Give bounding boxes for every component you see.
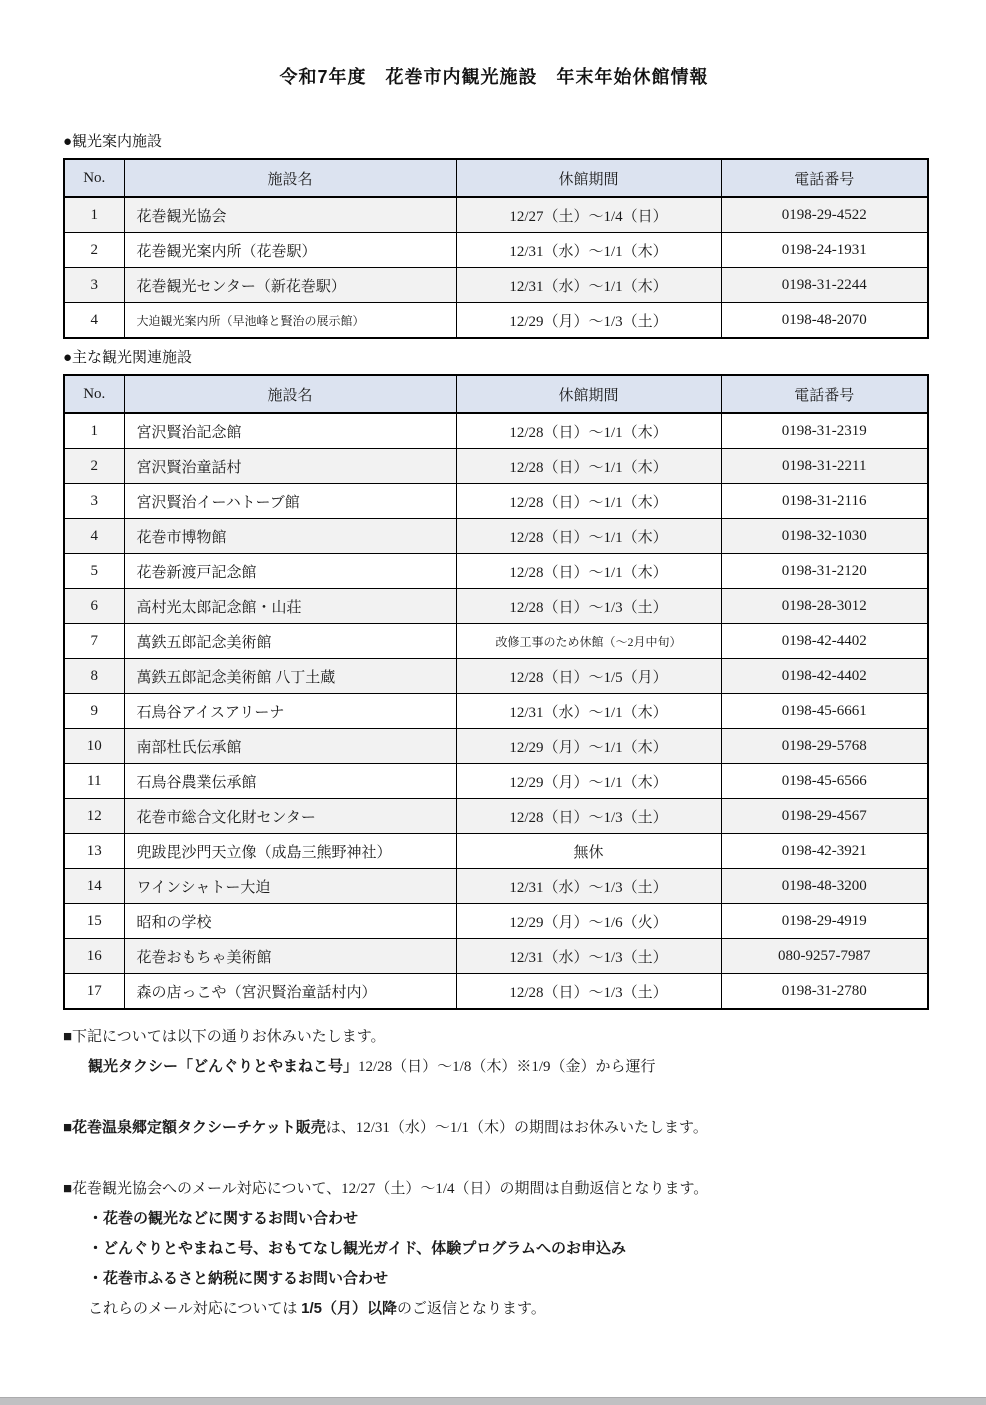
cell-no: 12: [64, 799, 124, 834]
cell-phone: 0198-31-2319: [721, 413, 928, 449]
cell-phone: 0198-48-2070: [721, 303, 928, 339]
cell-no: 16: [64, 939, 124, 974]
cell-facility-name: 花巻新渡戸記念館: [124, 554, 456, 589]
table-row: [64, 729, 928, 764]
cell-phone: 0198-42-4402: [721, 659, 928, 694]
cell-closure-period: 12/28（日）～1/1（木）: [456, 484, 721, 519]
cell-facility-name: 石鳥谷アイスアリーナ: [124, 694, 456, 729]
cell-no: 11: [64, 764, 124, 799]
cell-phone: 0198-42-3921: [721, 834, 928, 869]
cell-closure-period: 12/27（土）～1/4（日）: [456, 197, 721, 233]
cell-facility-name: 花巻市総合文化財センター: [124, 799, 456, 834]
note-mail-reply-pre: これらのメール対応については: [88, 1301, 302, 1317]
note-mail-reply-line: [63, 1294, 925, 1324]
table-row: [64, 554, 928, 589]
note-taxi-name: 観光タクシー「どんぐりとやまねこ号」: [88, 1058, 359, 1075]
cell-facility-name: 大迫観光案内所（早池峰と賢治の展示館）: [124, 303, 456, 339]
cell-closure-period: 12/29（月）～1/1（木）: [456, 729, 721, 764]
cell-facility-name: 花巻観光案内所（花巻駅）: [124, 233, 456, 268]
cell-no: 10: [64, 729, 124, 764]
table-row: [64, 764, 928, 799]
cell-facility-name: 萬鉄五郎記念美術館 八丁土蔵: [124, 659, 456, 694]
cell-no: 7: [64, 624, 124, 659]
cell-no: 2: [64, 233, 124, 268]
cell-closure-period: 12/29（月）～1/6（火）: [456, 904, 721, 939]
cell-phone: 0198-31-2116: [721, 484, 928, 519]
cell-no: 13: [64, 834, 124, 869]
cell-no: 5: [64, 554, 124, 589]
cell-phone: 0198-29-4567: [721, 799, 928, 834]
table-row: [64, 519, 928, 554]
cell-facility-name: 花巻おもちゃ美術館: [124, 939, 456, 974]
table-row: [64, 694, 928, 729]
cell-facility-name: 宮沢賢治イーハトーブ館: [124, 484, 456, 519]
column-header-phone: 電話番号: [721, 159, 928, 197]
note-mail-head: ■花巻観光協会へのメール対応について、12/27（土）～1/4（日）の期間は自動返信となります。: [63, 1181, 709, 1197]
table-row: [64, 799, 928, 834]
column-header-period: 休館期間: [456, 159, 721, 197]
cell-phone: 0198-48-3200: [721, 869, 928, 904]
cell-closure-period: 12/29（月）～1/1（木）: [456, 764, 721, 799]
cell-closure-period: 12/29（月）～1/3（土）: [456, 303, 721, 339]
cell-phone: 0198-31-2244: [721, 268, 928, 303]
note-taxi-ticket-name: ■花巻温泉郷定額タクシーチケット販売: [63, 1119, 326, 1136]
note-taxi-ticket-period: は、12/31（水）～1/1（木）の期間はお休みいたします。: [325, 1120, 708, 1136]
table-row: [64, 303, 928, 339]
note-mail-item-3: ・花巻市ふるさと納税に関するお問い合わせ: [88, 1270, 389, 1287]
cell-no: 15: [64, 904, 124, 939]
cell-closure-period: 12/28（日）～1/3（土）: [456, 799, 721, 834]
cell-no: 1: [64, 197, 124, 233]
cell-phone: 0198-31-2211: [721, 449, 928, 484]
cell-phone: 0198-29-4522: [721, 197, 928, 233]
column-header-facility: 施設名: [124, 159, 456, 197]
cell-no: 3: [64, 484, 124, 519]
cell-no: 1: [64, 413, 124, 449]
cell-no: 2: [64, 449, 124, 484]
table-row: [64, 484, 928, 519]
cell-no: 6: [64, 589, 124, 624]
table-row: [64, 974, 928, 1010]
cell-phone: 0198-24-1931: [721, 233, 928, 268]
cell-phone: 0198-31-2780: [721, 974, 928, 1010]
note-mail-item-1: ・花巻の観光などに関するお問い合わせ: [88, 1210, 359, 1227]
related-facilities-table: [63, 374, 929, 1010]
table-header-row: [64, 159, 928, 197]
table-row: [64, 413, 928, 449]
table-row: [64, 449, 928, 484]
table-row: [64, 589, 928, 624]
cell-facility-name: 花巻観光協会: [124, 197, 456, 233]
cell-no: 9: [64, 694, 124, 729]
cell-facility-name: 石鳥谷農業伝承館: [124, 764, 456, 799]
page-title: 令和7年度 花巻市内観光施設 年末年始休館情報: [279, 67, 709, 87]
cell-no: 14: [64, 869, 124, 904]
table-header-row: [64, 375, 928, 413]
cell-closure-period: 改修工事のため休館（～2月中旬）: [456, 624, 721, 659]
column-header-period: 休館期間: [456, 375, 721, 413]
column-header-phone: 電話番号: [721, 375, 928, 413]
cell-facility-name: 南部杜氏伝承館: [124, 729, 456, 764]
note-mail-reply-post: のご返信となります。: [397, 1301, 546, 1317]
cell-phone: 0198-32-1030: [721, 519, 928, 554]
table-row: [64, 834, 928, 869]
tourist-info-table: [63, 158, 929, 339]
section-label-related-facilities: ●主な観光関連施設: [63, 350, 193, 366]
page-bottom-edge: [0, 1397, 986, 1405]
cell-closure-period: 12/31（水）～1/3（土）: [456, 939, 721, 974]
cell-facility-name: 兜跋毘沙門天立像（成島三熊野神社）: [124, 834, 456, 869]
column-header-facility: 施設名: [124, 375, 456, 413]
note-closures-head: ■下記については以下の通りお休みいたします。: [63, 1029, 386, 1045]
note-taxi-ticket-line: [63, 1113, 925, 1143]
cell-closure-period: 12/28（日）～1/1（木）: [456, 449, 721, 484]
cell-no: 8: [64, 659, 124, 694]
cell-phone: 0198-45-6661: [721, 694, 928, 729]
cell-facility-name: 昭和の学校: [124, 904, 456, 939]
note-mail-item-2: ・どんぐりとやまねこ号、おもてなし観光ガイド、体験プログラムへのお申込み: [88, 1240, 627, 1257]
notes-section: [63, 1022, 925, 1324]
table-row: [64, 233, 928, 268]
cell-closure-period: 12/31（水）～1/1（木）: [456, 268, 721, 303]
table-row: [64, 939, 928, 974]
table-row: [64, 659, 928, 694]
cell-facility-name: 宮沢賢治記念館: [124, 413, 456, 449]
cell-closure-period: 12/28（日）～1/1（木）: [456, 413, 721, 449]
cell-no: 4: [64, 519, 124, 554]
cell-facility-name: 高村光太郎記念館・山荘: [124, 589, 456, 624]
cell-no: 4: [64, 303, 124, 339]
cell-facility-name: 森の店っこや（宮沢賢治童話村内）: [124, 974, 456, 1010]
cell-facility-name: 宮沢賢治童話村: [124, 449, 456, 484]
cell-phone: 0198-29-5768: [721, 729, 928, 764]
table-row: [64, 268, 928, 303]
cell-facility-name: 萬鉄五郎記念美術館: [124, 624, 456, 659]
cell-closure-period: 12/28（日）～1/1（木）: [456, 519, 721, 554]
table-row: [64, 624, 928, 659]
cell-closure-period: 12/31（水）～1/1（木）: [456, 694, 721, 729]
table-row: [64, 904, 928, 939]
cell-closure-period: 12/28（日）～1/1（木）: [456, 554, 721, 589]
cell-phone: 0198-45-6566: [721, 764, 928, 799]
note-taxi-line: [63, 1052, 925, 1082]
cell-closure-period: 12/31（水）～1/1（木）: [456, 233, 721, 268]
table-row: [64, 197, 928, 233]
column-header-no: No.: [64, 159, 124, 197]
cell-phone: 0198-28-3012: [721, 589, 928, 624]
cell-phone: 0198-42-4402: [721, 624, 928, 659]
cell-closure-period: 無休: [456, 834, 721, 869]
cell-facility-name: 花巻市博物館: [124, 519, 456, 554]
cell-closure-period: 12/31（水）～1/3（土）: [456, 869, 721, 904]
cell-phone: 0198-29-4919: [721, 904, 928, 939]
cell-facility-name: ワインシャトー大迫: [124, 869, 456, 904]
cell-facility-name: 花巻観光センター（新花巻駅）: [124, 268, 456, 303]
column-header-no: No.: [64, 375, 124, 413]
note-mail-reply-date: 1/5（月）以降: [301, 1300, 398, 1317]
table-row: [64, 869, 928, 904]
cell-closure-period: 12/28（日）～1/3（土）: [456, 589, 721, 624]
cell-closure-period: 12/28（日）～1/3（土）: [456, 974, 721, 1010]
cell-phone: 0198-31-2120: [721, 554, 928, 589]
section-label-tourist-info: ●観光案内施設: [63, 134, 163, 150]
note-taxi-period: 12/28（日）～1/8（木）※1/9（金）から運行: [358, 1059, 656, 1075]
cell-phone: 080-9257-7987: [721, 939, 928, 974]
cell-no: 3: [64, 268, 124, 303]
cell-closure-period: 12/28（日）～1/5（月）: [456, 659, 721, 694]
cell-no: 17: [64, 974, 124, 1010]
